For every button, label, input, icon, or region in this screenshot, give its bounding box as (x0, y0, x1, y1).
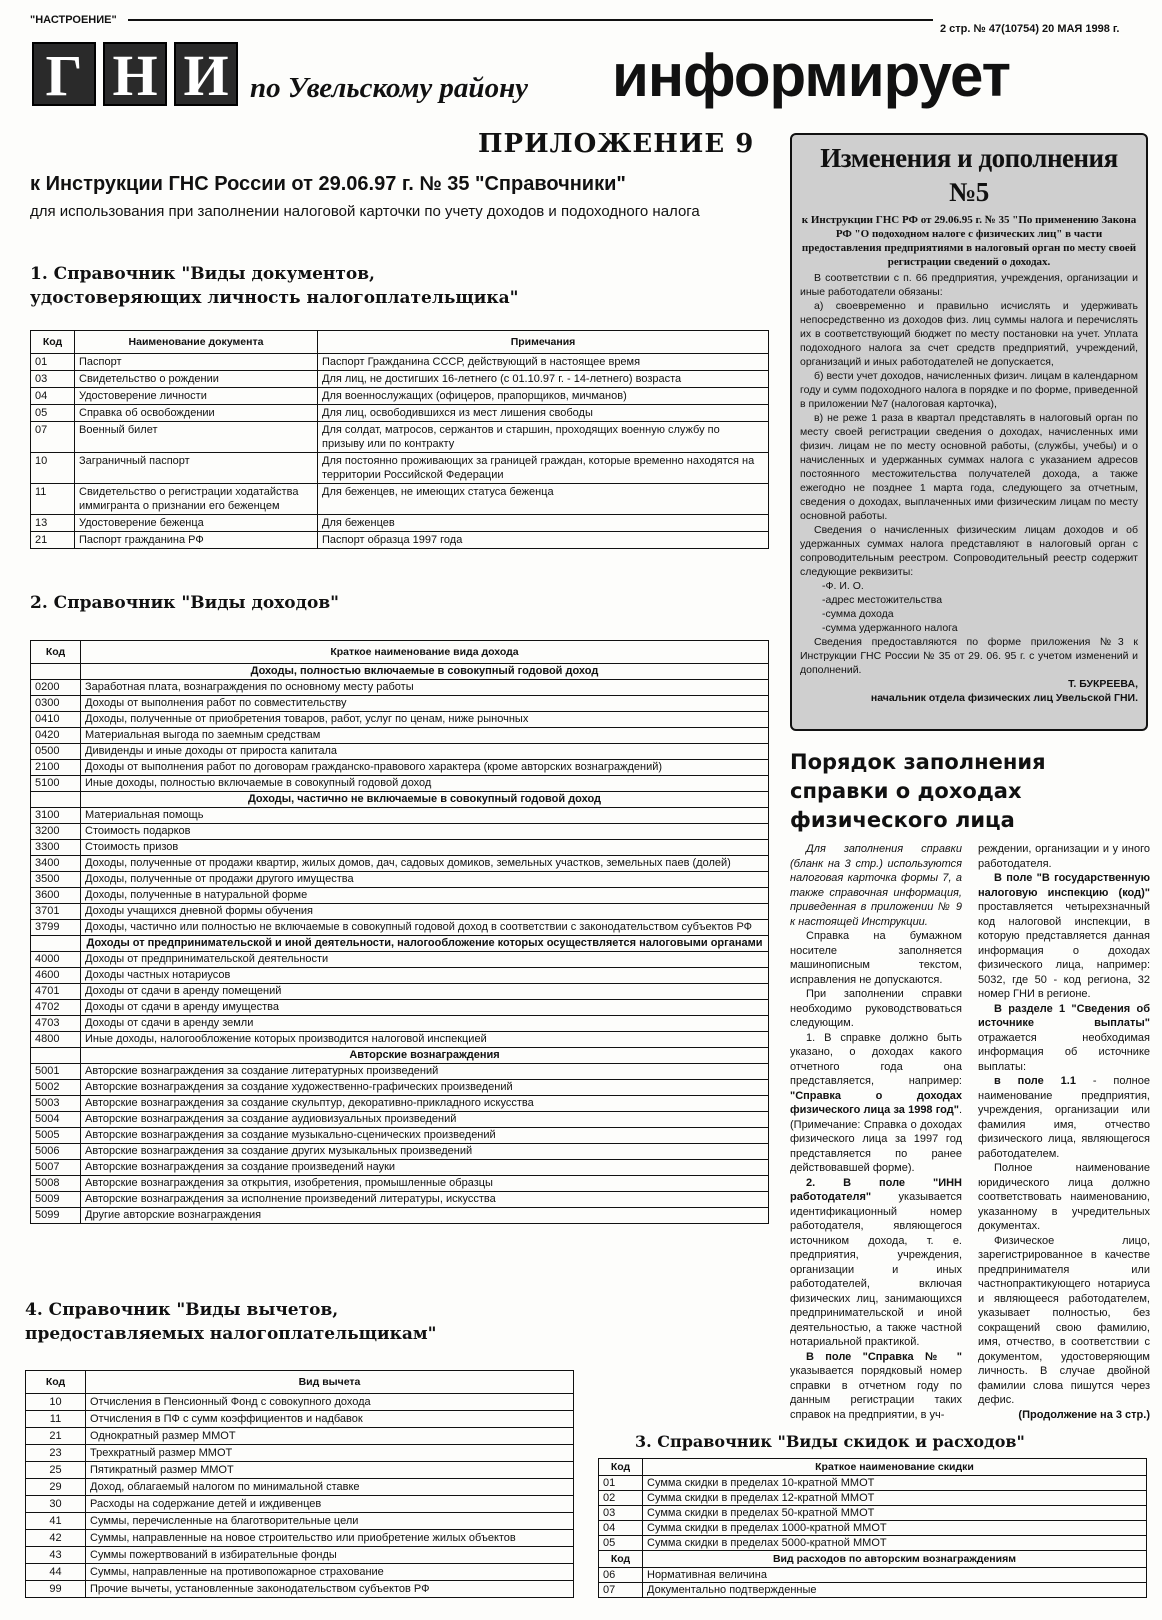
deduction-code: 11 (26, 1411, 86, 1428)
order-c2-p1: реждении, организации и у иного работодателя. (978, 843, 1150, 870)
sec1-title-line2: удостоверяющих личность налогоплательщика" (30, 288, 519, 308)
table-row (31, 888, 769, 904)
income-code: 4800 (31, 1032, 81, 1048)
doc-code: 11 (31, 484, 75, 515)
appendix-title: ПРИЛОЖЕНИЕ 9 (478, 129, 755, 159)
income-name: Доходы, полученные от приобретения товаров, работ, услуг по ценам, ниже рыночных (81, 712, 769, 728)
doc-code: 10 (31, 453, 75, 484)
doc-note: Для лиц, освободившихся из мест лишения свободы (318, 405, 769, 422)
masthead-letter-i: И (174, 42, 238, 106)
deduction-code: 30 (26, 1496, 86, 1513)
order-c2-p3-bold: В разделе 1 "Сведения об источнике выплаты" (978, 1002, 1150, 1029)
sec2-title: 2. Справочник "Виды доходов" (30, 593, 339, 613)
order-title (790, 748, 1046, 835)
income-code: 5008 (31, 1176, 81, 1192)
deduction-name: Доход, облагаемый налогом по минимальной ставке (86, 1479, 574, 1496)
sec1-title (30, 262, 519, 310)
income-table (30, 640, 769, 1224)
group-spacer (31, 792, 81, 808)
income-name: Доходы, полученные от продажи другого имущества (81, 872, 769, 888)
order-c2-p6: Физическое лицо, зарегистрированное в качестве предпринимателя или частнопрактикующего нотариуса и являющееся работодателем, указывает полностью, без сокращений свою фамилию, имя, отчество, в соответствии с документом, удостоверяющим личность. В случае двойной фамилии слова пишутся через дефис. (978, 1234, 1150, 1406)
table-row (31, 904, 769, 920)
discount-name: Сумма скидки в пределах 5000-кратной ММОТ (643, 1536, 1147, 1551)
table-row (31, 1128, 769, 1144)
discount-name: Сумма скидки в пределах 12-кратной ММОТ (643, 1491, 1147, 1506)
order-c2-p2-bold: В поле "В государственную налоговую инспекцию (код)" (978, 872, 1150, 899)
income-code: 5001 (31, 1064, 81, 1080)
changes-requisites (800, 579, 1138, 635)
table-row (26, 1513, 574, 1530)
masthead-word: информирует (612, 42, 1011, 109)
group-name: Доходы, полностью включаемые в совокупный годовой доход (81, 664, 769, 680)
requisite-item: -сумма дохода (822, 608, 894, 620)
table-row (31, 984, 769, 1000)
income-name: Доходы от выполнения работ по договорам гражданско-правового характера (кроме авторских вознаграждений) (81, 760, 769, 776)
income-code: 5005 (31, 1128, 81, 1144)
table-row (599, 1521, 1147, 1536)
income-name: Доходы от сдачи в аренду помещений (81, 984, 769, 1000)
order-intro: Для заполнения справки (бланк на 3 стр.) используются налоговая карточка формы 7, а также справочная информация, приведенная в приложении № 9 к настоящей Инструкции. (790, 843, 962, 928)
income-name: Иные доходы, полностью включаемые в совокупный годовой доход (81, 776, 769, 792)
table-row (31, 1160, 769, 1176)
income-name: Доходы, полученные от продажи квартир, жилых домов, дач, садовых домиков, земельных участков, земельных паев (долей) (81, 856, 769, 872)
masthead-subtitle: по Увельскому району (250, 72, 529, 104)
order-p4-text: указывается идентификационный номер работодателя, являющегося источником дохода, т. е. предприятия, учреждения, организации и иных работодателей, включая физических лиц, занимающихся предпринимательской и иной деятельностью, а также частной нотариальной практикой. (790, 1191, 962, 1348)
table-row (31, 696, 769, 712)
order-p2: При заполнении справки необходимо руководствоваться следующим. (790, 988, 962, 1029)
group-header-row (31, 792, 769, 808)
income-code: 2100 (31, 760, 81, 776)
income-name: Материальная выгода по заемным средствам (81, 728, 769, 744)
deduction-name: Прочие вычеты, установленные законодательством субъектов РФ (86, 1581, 574, 1598)
doc-code: 13 (31, 515, 75, 532)
income-name: Доходы от выполнения работ по совместительству (81, 696, 769, 712)
table-row (599, 1491, 1147, 1506)
changes-closing: Сведения предоставляются по форме приложения №3 к Инструкции ГНС России № 35 от 29. 06. 95 г. с учетом изменений и дополнений. (800, 636, 1138, 676)
signature-title: начальник отдела физических лиц Увельской ГНИ. (870, 692, 1138, 704)
col-code: Код (31, 331, 75, 354)
income-code: 5006 (31, 1144, 81, 1160)
changes-box (790, 133, 1148, 731)
deduction-code: 21 (26, 1428, 86, 1445)
order-c2-p2 (978, 871, 1150, 1002)
doc-note: Для солдат, матросов, сержантов и старшин, проходящих военную службу по призыву или по контракту (318, 422, 769, 453)
discount-code: 01 (599, 1476, 643, 1491)
changes-paragraph: В соответствии с п. 66 предприятия, учреждения, организации и иные работодатели обязаны: (800, 272, 1138, 298)
issue-info: 2 стр. № 47(10754) 20 МАЯ 1998 г. (940, 23, 1120, 35)
signature-name: Т. БУКРЕЕВА, (1068, 678, 1138, 690)
income-code: 5004 (31, 1112, 81, 1128)
table-row (31, 808, 769, 824)
income-code: 3600 (31, 888, 81, 904)
table-row (31, 1032, 769, 1048)
income-name: Авторские вознаграждения за создание других музыкальных произведений (81, 1144, 769, 1160)
income-name: Доходы от предпринимательской деятельности (81, 952, 769, 968)
table-row (31, 388, 769, 405)
deduction-code: 99 (26, 1581, 86, 1598)
order-c2-p4-bold: в поле 1.1 (994, 1075, 1076, 1087)
table-row (31, 744, 769, 760)
income-name: Доходы от сдачи в аренду имущества (81, 1000, 769, 1016)
sec3-title: 3. Справочник "Виды скидок и расходов" (635, 1432, 1025, 1451)
table-row (599, 1536, 1147, 1551)
income-code: 4703 (31, 1016, 81, 1032)
group-name: Авторские вознаграждения (81, 1048, 769, 1064)
deductions-table (25, 1370, 574, 1598)
discount-code: 03 (599, 1506, 643, 1521)
income-name: Доходы частных нотариусов (81, 968, 769, 984)
sec4-title-line1: 4. Справочник "Виды вычетов, (25, 1300, 339, 1320)
doc-name: Военный билет (75, 422, 318, 453)
documents-table (30, 330, 769, 549)
income-code: 5009 (31, 1192, 81, 1208)
subheader-row (599, 1551, 1147, 1568)
table-row (26, 1496, 574, 1513)
table-row (31, 532, 769, 549)
discount-name: Сумма скидки в пределах 10-кратной ММОТ (643, 1476, 1147, 1491)
table-row (31, 952, 769, 968)
deduction-code: 29 (26, 1479, 86, 1496)
sec4-title-line2: предоставляемых налогоплательщикам" (25, 1324, 437, 1344)
income-code: 0300 (31, 696, 81, 712)
income-code: 3100 (31, 808, 81, 824)
table-row (31, 1000, 769, 1016)
table-row (31, 824, 769, 840)
income-name: Авторские вознаграждения за создание скульптур, декоративно-прикладного искусства (81, 1096, 769, 1112)
table-row (31, 1176, 769, 1192)
income-code: 0410 (31, 712, 81, 728)
doc-code: 21 (31, 532, 75, 549)
requisite-item: -адрес местожительства (822, 594, 943, 606)
deduction-code: 42 (26, 1530, 86, 1547)
deduction-name: Отчисления в Пенсионный Фонд с совокупного дохода (86, 1394, 574, 1411)
table-row (31, 1144, 769, 1160)
masthead-letter-g: Г (32, 42, 96, 106)
deduction-name: Суммы пожертвований в избирательные фонды (86, 1547, 574, 1564)
income-name: Авторские вознаграждения за создание аудиовизуальных произведений (81, 1112, 769, 1128)
order-c2-p3 (978, 1002, 1150, 1075)
doc-name: Справка об освобождении (75, 405, 318, 422)
deduction-code: 23 (26, 1445, 86, 1462)
table-row (31, 405, 769, 422)
order-p4-bold: 2. В поле "ИНН работодателя" (790, 1176, 962, 1203)
doc-note: Для военнослужащих (офицеров, прапорщиков, мичманов) (318, 388, 769, 405)
col-income-name: Краткое наименование вида дохода (81, 641, 769, 664)
order-c2-p4 (978, 1074, 1150, 1161)
table-row (31, 422, 769, 453)
table-row (26, 1462, 574, 1479)
table-row (26, 1428, 574, 1445)
doc-note: Для лиц, не достигших 16-летнего (с 01.10.97 г. - 14-летнего) возраста (318, 371, 769, 388)
discounts-table (598, 1458, 1147, 1598)
table-row (31, 371, 769, 388)
deduction-code: 10 (26, 1394, 86, 1411)
order-p3-bold: "Справка о доходах физического лица за 1998 год" (790, 1089, 962, 1116)
doc-code: 07 (31, 422, 75, 453)
order-c2-p2-text: проставляется четырехзначный код налоговой инспекции, в которую представляется данная информация о доходах физического лица, например: 5032, где 50 - код региона, 32 номер ГНИ в регионе. (978, 901, 1150, 1000)
table-row (26, 1530, 574, 1547)
doc-code: 05 (31, 405, 75, 422)
table-row (26, 1411, 574, 1428)
table-row (26, 1564, 574, 1581)
order-title-line2: справки о доходах (790, 779, 1022, 803)
doc-note: Паспорт Гражданина СССР, действующий в настоящее время (318, 354, 769, 371)
table-row (31, 680, 769, 696)
order-p1: Справка на бумажном носителе заполняется машинописным текстом, исправления не допускаются. (790, 930, 962, 986)
order-title-line1: Порядок заполнения (790, 750, 1046, 774)
table-row (31, 453, 769, 484)
changes-body (800, 271, 1138, 579)
changes-paragraph: а) своевременно и правильно исчислять и удерживать непосредственно из доходов физ. лиц суммы налога и перечислять их в соответствующий бюджет по месту постановки на учет. Уплата подоходного налога за счет средств предприятий, учреждений, организаций и иных работодателей не допускается, (800, 300, 1138, 368)
col-code: Код (599, 1551, 643, 1568)
group-header-row (31, 1048, 769, 1064)
table-row (599, 1583, 1147, 1598)
table-row (31, 1016, 769, 1032)
table-row (31, 872, 769, 888)
doc-code: 03 (31, 371, 75, 388)
income-code: 4000 (31, 952, 81, 968)
income-name: Иные доходы, налогообложение которых производится налоговой инспекцией (81, 1032, 769, 1048)
income-code: 0200 (31, 680, 81, 696)
income-code: 5003 (31, 1096, 81, 1112)
income-code: 3200 (31, 824, 81, 840)
income-code: 4701 (31, 984, 81, 1000)
table-row (31, 728, 769, 744)
table-row (26, 1479, 574, 1496)
deduction-name: Однократный размер ММОТ (86, 1428, 574, 1445)
doc-code: 01 (31, 354, 75, 371)
order-column-1 (790, 842, 962, 1422)
order-c2-p5: Полное наименование юридического лица должно соответствовать наименованию, указанному в учредительных документах. (978, 1162, 1150, 1232)
doc-name: Свидетельство о регистрации ходатайства иммигранта о признании его беженцем (75, 484, 318, 515)
col-discount: Краткое наименование скидки (643, 1459, 1147, 1476)
table-row (26, 1445, 574, 1462)
col-doc-name: Наименование документа (75, 331, 318, 354)
income-code: 5099 (31, 1208, 81, 1224)
order-p5-text: указывается порядковый номер справки в отчетном году по данным регистрации таких справок на предприятии, в уч- (790, 1365, 962, 1421)
col-code: Код (26, 1371, 86, 1394)
discount-code: 04 (599, 1521, 643, 1536)
requisite-item: -сумма удержанного налога (822, 622, 958, 634)
appendix-purpose: для использования при заполнении налоговой карточки по учету доходов и подоходного налога (30, 203, 700, 220)
income-name: Стоимость подарков (81, 824, 769, 840)
col-expense: Вид расходов по авторским вознаграждениям (643, 1551, 1147, 1568)
income-code: 4702 (31, 1000, 81, 1016)
col-deduction: Вид вычета (86, 1371, 574, 1394)
income-name: Авторские вознаграждения за открытия, изобретения, промышленные образцы (81, 1176, 769, 1192)
group-name: Доходы от предпринимательской и иной деятельности, налогообложение которых осуществляется налоговыми органами (81, 936, 769, 952)
group-header-row (31, 664, 769, 680)
sec4-title (25, 1298, 437, 1346)
group-spacer (31, 664, 81, 680)
income-code: 3799 (31, 920, 81, 936)
expense-code: 06 (599, 1568, 643, 1583)
table-row (31, 1096, 769, 1112)
table-row (31, 712, 769, 728)
deduction-name: Суммы, направленные на противопожарное страхование (86, 1564, 574, 1581)
changes-paragraph: в) не реже 1 раза в квартал представлять в налоговый орган по месту своей регистрации сведения о доходах, начисленных ими физич. лицам не по месту основной работы, (службы, учебы) и о начисленных и удержанных суммах налога с указанием адресов постоянного местожительства получателей дохода, а также ежегодно не позднее 1 марта года, следующего за отчетным, сведения о доходах, выплаченных ими физическим лицам по месту основной работы. (800, 412, 1138, 522)
deduction-name: Расходы на содержание детей и иждивенцев (86, 1496, 574, 1513)
table-row (31, 776, 769, 792)
table-row (31, 484, 769, 515)
income-name: Доходы учащихся дневной формы обучения (81, 904, 769, 920)
income-name: Авторские вознаграждения за создание художественно-графических произведений (81, 1080, 769, 1096)
deduction-code: 25 (26, 1462, 86, 1479)
table-row (31, 354, 769, 371)
income-name: Материальная помощь (81, 808, 769, 824)
doc-name: Удостоверение личности (75, 388, 318, 405)
doc-name: Свидетельство о рождении (75, 371, 318, 388)
doc-note: Для беженцев (318, 515, 769, 532)
col-code: Код (599, 1459, 643, 1476)
order-c2-p4-text: - полное наименование предприятия, учреждения, организации или фамилия имя, отчество физического лица, являющегося работодателем. (978, 1075, 1150, 1160)
order-p3-note: . (Примечание: Справка о доходах физического лица за 1997 год представляется по ранее действовавшей форме). (790, 1104, 962, 1174)
order-p5 (790, 1350, 962, 1423)
order-p3-text: 1. В справке должно быть указано, о доходах какого отчетного года она представляется, например: (790, 1031, 962, 1087)
order-title-line3: физического лица (790, 808, 1015, 832)
discount-code: 02 (599, 1491, 643, 1506)
doc-name: Паспорт гражданина РФ (75, 532, 318, 549)
income-name: Доходы от сдачи в аренду земли (81, 1016, 769, 1032)
masthead-letter-n: Н (103, 42, 167, 106)
income-code: 5007 (31, 1160, 81, 1176)
discount-name: Сумма скидки в пределах 50-кратной ММОТ (643, 1506, 1147, 1521)
group-spacer (31, 1048, 81, 1064)
expense-name: Нормативная величина (643, 1568, 1147, 1583)
table-row (31, 1208, 769, 1224)
deduction-name: Пятикратный размер ММОТ (86, 1462, 574, 1479)
requisite-item: -Ф. И. О. (822, 580, 864, 592)
income-name: Заработная плата, вознаграждения по основному месту работы (81, 680, 769, 696)
order-p5-bold: В поле "Справка № " (806, 1350, 962, 1363)
income-code: 3701 (31, 904, 81, 920)
income-code: 5100 (31, 776, 81, 792)
deduction-name: Трехкратный размер ММОТ (86, 1445, 574, 1462)
income-name: Доходы, частично или полностью не включаемые в совокупный годовой доход в соответствии с законодательством субъектов РФ (81, 920, 769, 936)
deduction-code: 41 (26, 1513, 86, 1530)
newspaper-name: "НАСТРОЕНИЕ" (30, 14, 117, 26)
table-row (31, 1192, 769, 1208)
doc-name: Паспорт (75, 354, 318, 371)
changes-lead: к Инструкции ГНС РФ от 29.06.95 г. № 35 "По применению Закона РФ "О подоходном налоге с физических лиц" в части предоставления предприятиями в налоговый орган по месту своей регистрации сведений о доходах. (801, 214, 1137, 268)
group-name: Доходы, частично не включаемые в совокупный годовой доход (81, 792, 769, 808)
doc-note: Для беженцев, не имеющих статуса беженца (318, 484, 769, 515)
appendix-ref: к Инструкции ГНС России от 29.06.97 г. № 35 "Справочники" (30, 173, 626, 195)
discount-code: 05 (599, 1536, 643, 1551)
sec1-title-line1: 1. Справочник "Виды документов, (30, 264, 375, 284)
changes-paragraph: б) вести учет доходов, начисленных физич. лицам в календарном году и сумм подоходного налога в порядке и по форме, приведенной в приложении №7 (налоговая карточка), (800, 370, 1138, 410)
table-row (26, 1547, 574, 1564)
doc-name: Удостоверение беженца (75, 515, 318, 532)
income-name: Авторские вознаграждения за создание произведений науки (81, 1160, 769, 1176)
table-row (599, 1476, 1147, 1491)
table-row (31, 515, 769, 532)
table-row (31, 856, 769, 872)
income-name: Авторские вознаграждения за создание музыкально-сценических произведений (81, 1128, 769, 1144)
col-code: Код (31, 641, 81, 664)
changes-paragraph: Сведения о начисленных физическим лицам доходов и об удержанных суммах налога представляют в налоговый орган с сопроводительным реестром. Сопроводительный реестр содержит следующие реквизиты: (800, 524, 1138, 578)
doc-code: 04 (31, 388, 75, 405)
group-header-row (31, 936, 769, 952)
masthead-rule (128, 19, 933, 21)
order-column-2 (978, 842, 1150, 1422)
table-row (26, 1394, 574, 1411)
table-row (31, 760, 769, 776)
income-code: 3300 (31, 840, 81, 856)
income-name: Дивиденды и иные доходы от прироста капитала (81, 744, 769, 760)
doc-note: Паспорт образца 1997 года (318, 532, 769, 549)
income-code: 3400 (31, 856, 81, 872)
income-name: Другие авторские вознаграждения (81, 1208, 769, 1224)
deduction-name: Отчисления в ПФ с сумм коэффициентов и надбавок (86, 1411, 574, 1428)
group-spacer (31, 936, 81, 952)
order-c2-p3-text: отражается необходимая информация об источнике выплаты: (978, 1031, 1150, 1073)
deduction-code: 44 (26, 1564, 86, 1581)
table-row (599, 1506, 1147, 1521)
deduction-name: Суммы, перечисленные на благотворительные цели (86, 1513, 574, 1530)
income-name: Стоимость призов (81, 840, 769, 856)
table-row (26, 1581, 574, 1598)
income-code: 5002 (31, 1080, 81, 1096)
order-p3 (790, 1031, 962, 1176)
deduction-code: 43 (26, 1547, 86, 1564)
table-row (599, 1568, 1147, 1583)
order-p4 (790, 1176, 962, 1350)
table-row (31, 968, 769, 984)
income-name: Доходы, полученные в натуральной форме (81, 888, 769, 904)
income-name: Авторские вознаграждения за создание литературных произведений (81, 1064, 769, 1080)
table-row (31, 920, 769, 936)
expense-name: Документально подтвержденные (643, 1583, 1147, 1598)
income-code: 0420 (31, 728, 81, 744)
table-row (31, 1112, 769, 1128)
table-row (31, 840, 769, 856)
col-notes: Примечания (318, 331, 769, 354)
changes-title: Изменения и дополнения №5 (820, 143, 1118, 207)
table-row (31, 1064, 769, 1080)
doc-note: Для постоянно проживающих за границей граждан, которые временно находятся на территории Российской Федерации (318, 453, 769, 484)
income-code: 3500 (31, 872, 81, 888)
continuation-note: (Продолжение на 3 стр.) (1018, 1408, 1150, 1421)
deduction-name: Суммы, направленные на новое строительство или приобретение жилых объектов (86, 1530, 574, 1547)
doc-name: Заграничный паспорт (75, 453, 318, 484)
income-code: 0500 (31, 744, 81, 760)
income-name: Авторские вознаграждения за исполнение произведений литературы, искусства (81, 1192, 769, 1208)
expense-code: 07 (599, 1583, 643, 1598)
table-row (31, 1080, 769, 1096)
income-code: 4600 (31, 968, 81, 984)
discount-name: Сумма скидки в пределах 1000-кратной ММОТ (643, 1521, 1147, 1536)
